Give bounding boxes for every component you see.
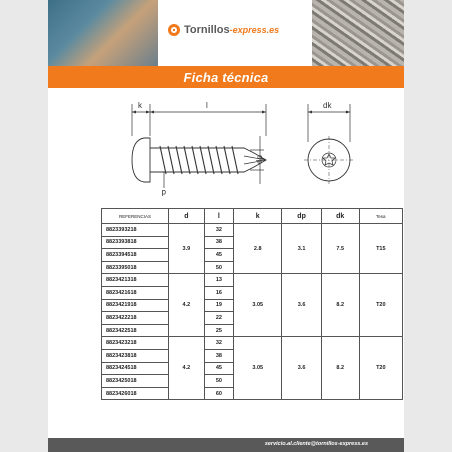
col-header-k: k bbox=[234, 209, 282, 224]
logo-accent-text: -express.es bbox=[229, 25, 280, 35]
col-header-tesa: Tesa bbox=[359, 209, 402, 224]
cell-ref: 8823426018 bbox=[102, 387, 169, 400]
table-row bbox=[102, 224, 403, 237]
cell-ref: 8823421318 bbox=[102, 274, 169, 287]
cell-l: 32 bbox=[204, 337, 233, 350]
cell-l: 32 bbox=[204, 224, 233, 237]
cell-tesa: T20 bbox=[359, 337, 402, 400]
cell-l: 38 bbox=[204, 349, 233, 362]
col-header-referencias: REFERENCIAS bbox=[102, 209, 169, 224]
table-row bbox=[102, 337, 403, 350]
spec-table bbox=[101, 208, 403, 400]
cell-l: 45 bbox=[204, 362, 233, 375]
header-photo-screws bbox=[312, 0, 404, 66]
cell-l: 60 bbox=[204, 387, 233, 400]
spec-sheet-page bbox=[48, 0, 404, 452]
col-header-d: d bbox=[169, 209, 205, 224]
cell-dk: 7.5 bbox=[321, 224, 359, 274]
footer-bar bbox=[48, 438, 404, 452]
cell-ref: 8823424518 bbox=[102, 362, 169, 375]
cell-ref: 8823423818 bbox=[102, 349, 169, 362]
label-dp: dp bbox=[255, 155, 264, 164]
cell-k: 3.05 bbox=[234, 337, 282, 400]
cell-d: 3.9 bbox=[169, 224, 205, 274]
cell-d: 4.2 bbox=[169, 274, 205, 337]
cell-tesa: T15 bbox=[359, 224, 402, 274]
col-header-dp: dp bbox=[282, 209, 321, 224]
cell-l: 19 bbox=[204, 299, 233, 312]
brand-logo bbox=[158, 0, 312, 66]
label-dk: dk bbox=[323, 101, 332, 110]
cell-dp: 3.6 bbox=[282, 337, 321, 400]
cell-l: 38 bbox=[204, 236, 233, 249]
cell-dp: 3.6 bbox=[282, 274, 321, 337]
logo-mark-icon bbox=[168, 24, 180, 36]
title-banner bbox=[48, 66, 404, 88]
table-row bbox=[102, 274, 403, 287]
cell-dp: 3.1 bbox=[282, 224, 321, 274]
cell-k: 2.8 bbox=[234, 224, 282, 274]
cell-dk: 8.2 bbox=[321, 274, 359, 337]
table-header-row bbox=[102, 209, 403, 224]
screw-shank-outline bbox=[150, 148, 266, 172]
screw-head-shape bbox=[132, 138, 150, 182]
cell-ref: 8823425018 bbox=[102, 375, 169, 388]
cell-l: 16 bbox=[204, 286, 233, 299]
cell-ref: 8823393818 bbox=[102, 236, 169, 249]
cell-ref: 8823395018 bbox=[102, 261, 169, 274]
col-header-l: l bbox=[204, 209, 233, 224]
cell-l: 13 bbox=[204, 274, 233, 287]
cell-dk: 8.2 bbox=[321, 337, 359, 400]
cell-l: 50 bbox=[204, 375, 233, 388]
cell-l: 45 bbox=[204, 249, 233, 262]
cell-l: 25 bbox=[204, 324, 233, 337]
cell-tesa: T20 bbox=[359, 274, 402, 337]
label-d: d bbox=[161, 188, 166, 197]
cell-l: 50 bbox=[204, 261, 233, 274]
col-header-dk: dk bbox=[321, 209, 359, 224]
cell-k: 3.05 bbox=[234, 274, 282, 337]
page-title: Ficha técnica bbox=[183, 69, 269, 85]
cell-ref: 8823423218 bbox=[102, 337, 169, 350]
cell-ref: 8823394518 bbox=[102, 249, 169, 262]
header-photo-workshop bbox=[48, 0, 158, 66]
cell-d: 4.2 bbox=[169, 337, 205, 400]
cell-ref: 8823422218 bbox=[102, 312, 169, 325]
footer-email-link[interactable]: servicio.al.cliente@tornillos-express.es bbox=[264, 441, 368, 447]
cell-ref: 8823421618 bbox=[102, 286, 169, 299]
screw-thread-marks bbox=[160, 146, 238, 174]
logo-main-text: Tornillos bbox=[184, 24, 230, 36]
cell-l: 22 bbox=[204, 312, 233, 325]
label-l: l bbox=[206, 101, 208, 110]
cell-ref: 8823422518 bbox=[102, 324, 169, 337]
logo-text bbox=[184, 24, 279, 36]
cell-ref: 8823421918 bbox=[102, 299, 169, 312]
header bbox=[48, 0, 404, 66]
cell-ref: 8823393218 bbox=[102, 224, 169, 237]
screw-technical-drawing bbox=[48, 96, 404, 202]
label-k: k bbox=[138, 101, 142, 110]
